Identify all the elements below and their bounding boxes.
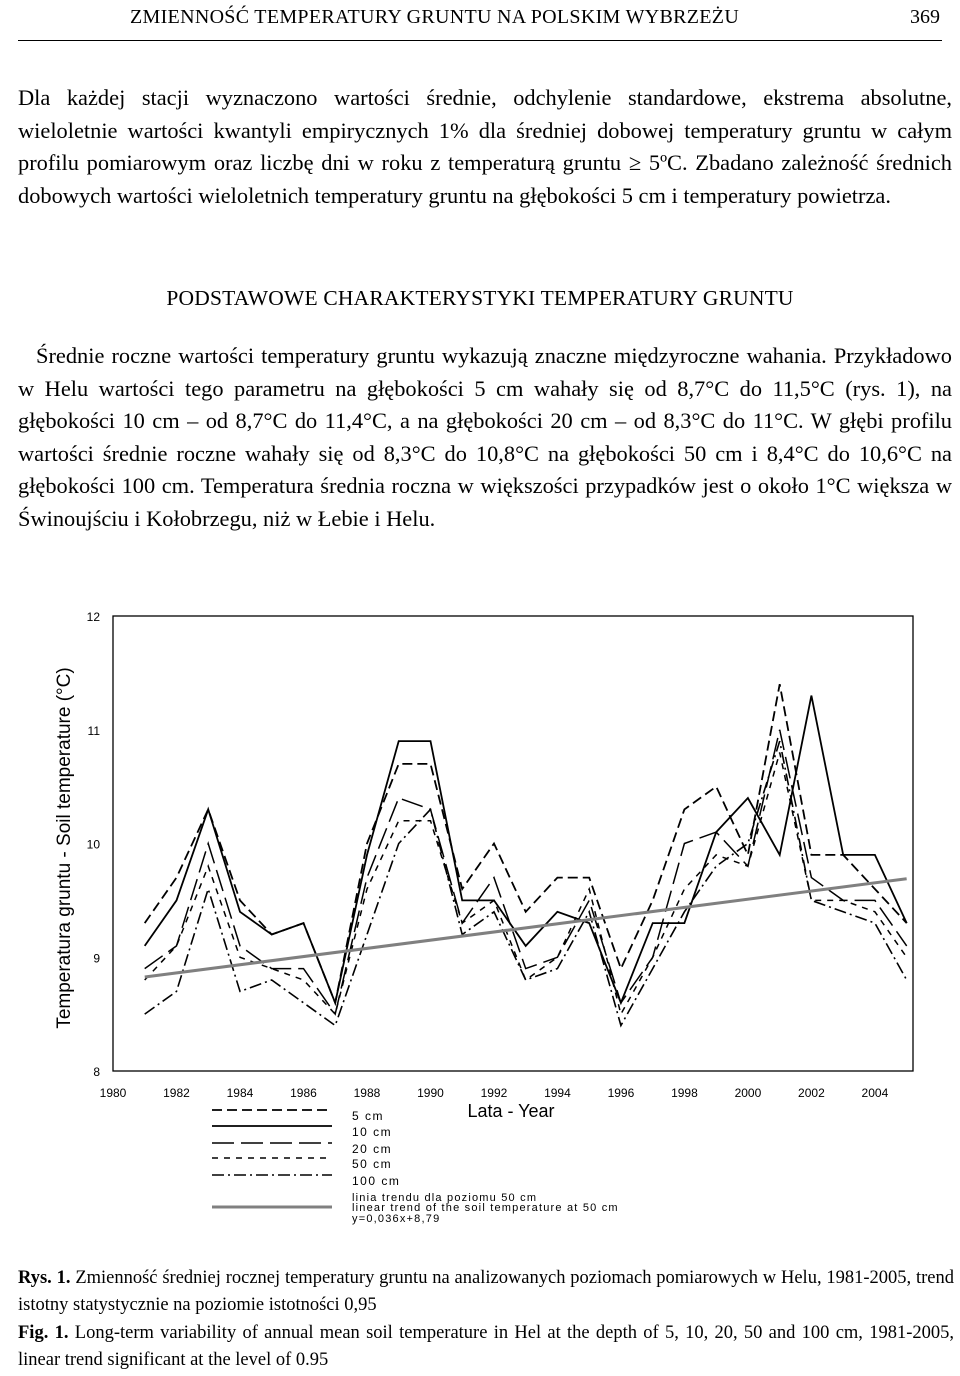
legend-label: 20 cm — [352, 1142, 393, 1156]
trend-line — [145, 879, 907, 977]
y-tick-label: 9 — [93, 951, 100, 966]
series-line-100cm — [145, 741, 907, 1025]
page-number: 369 — [910, 6, 940, 28]
soil-temperature-chart — [0, 598, 960, 1248]
x-tick-label: 1992 — [480, 1086, 508, 1100]
x-tick-label: 1990 — [417, 1086, 444, 1100]
y-tick-label: 8 — [93, 1065, 100, 1079]
paragraph-methods: Dla każdej stacji wyznaczono wartości średnie, odchylenie standardowe, ekstrema absolutne, wieloletnie wartości kwantyli empirycznych 1% dla średniej dobowej temperatury gruntu w całym profilu pomiarowym oraz liczbę dni w roku z temperaturą gruntu ≥ 5ºC. Zbadano zależność średnich dobowych wartości wieloletnich temperatury gruntu na głębokości 5 cm i temperatury powietrza. — [18, 85, 952, 208]
y-axis-label: Temperatura gruntu - Soil temperature (°C) — [54, 667, 75, 1029]
series-line-10cm — [145, 696, 907, 1003]
caption-label-en: Fig. 1. — [18, 1323, 69, 1343]
running-header — [18, 0, 942, 41]
caption-text-pl: Zmienność średniej rocznej temperatury gruntu na analizowanych poziomach pomiarowych w Helu, 1981-2005, trend istotny statystycznie na poziomie istotności 0,95 — [18, 1268, 954, 1315]
caption-label-pl: Rys. 1. — [18, 1268, 71, 1288]
x-tick-label: 1996 — [607, 1086, 635, 1100]
y-tick-label: 11 — [87, 723, 100, 738]
x-tick-label: 1988 — [353, 1086, 381, 1100]
legend-label: 100 cm — [352, 1174, 401, 1188]
x-tick-label: 1984 — [226, 1086, 254, 1100]
legend-label: 10 cm — [352, 1125, 393, 1139]
legend-label: 50 cm — [352, 1157, 393, 1171]
x-axis-label: Lata - Year — [467, 1101, 555, 1121]
y-tick-label: 12 — [86, 610, 100, 624]
legend-trend-label: linia trendu dla poziomu 50 cm — [352, 1192, 538, 1204]
paragraph-results: Średnie roczne wartości temperatury gruntu wykazują znaczne międzyroczne wahania. Przykładowo w Helu wartości tego parametru na głębokości 5 cm wahały się od 8,7°C do 11,5°C (rys. 1), na głębokości 10 cm – od 8,7°C do 11,4°C, a na głębokości 20 cm – od 8,3°C do 11°C. W głębi profilu wartości średnie roczne wahały się od 8,3°C do 10,8°C na głębokości 50 cm i 8,4°C do 10,6°C na głębokości 100 cm. Temperatura średnia roczna w większości przypadków jest o około 1°C większa w Świnoujściu i Kołobrzegu, niż w Łebie i Helu. — [18, 343, 952, 531]
y-tick-label: 10 — [86, 837, 100, 852]
x-tick-label: 1986 — [290, 1086, 317, 1100]
x-tick-label: 1982 — [163, 1086, 190, 1100]
figure-caption-en — [18, 1320, 954, 1373]
legend — [212, 1109, 619, 1225]
x-tick-label: 1980 — [99, 1086, 127, 1100]
x-tick-label: 2002 — [798, 1086, 825, 1100]
running-header-title: ZMIENNOŚĆ TEMPERATURY GRUNTU NA POLSKIM WYBRZEŻU — [130, 6, 740, 28]
x-tick-label: 2000 — [734, 1086, 762, 1100]
legend-trend-equation: y=0,036x+8,79 — [352, 1213, 441, 1225]
x-tick-label: 1998 — [671, 1086, 698, 1100]
x-tick-label: 1994 — [544, 1086, 571, 1100]
x-tick-label: 2004 — [861, 1086, 889, 1100]
section-heading: PODSTAWOWE CHARAKTERYSTYKI TEMPERATURY GRUNTU — [166, 286, 794, 310]
caption-text-en: Long-term variability of annual mean soil temperature in Hel at the depth of 5, 10, 20, 50 and 100 cm, 1981-2005, linear trend significant at the level of 0.95 — [18, 1323, 954, 1370]
legend-trend-label-en: linear trend of the soil temperature at 50 cm — [352, 1202, 619, 1214]
plot-area — [113, 616, 913, 1071]
series-line-20cm — [145, 730, 907, 1014]
figure-caption-pl — [18, 1265, 954, 1318]
legend-label: 5 cm — [352, 1109, 385, 1123]
series-line-5cm — [145, 684, 907, 1003]
